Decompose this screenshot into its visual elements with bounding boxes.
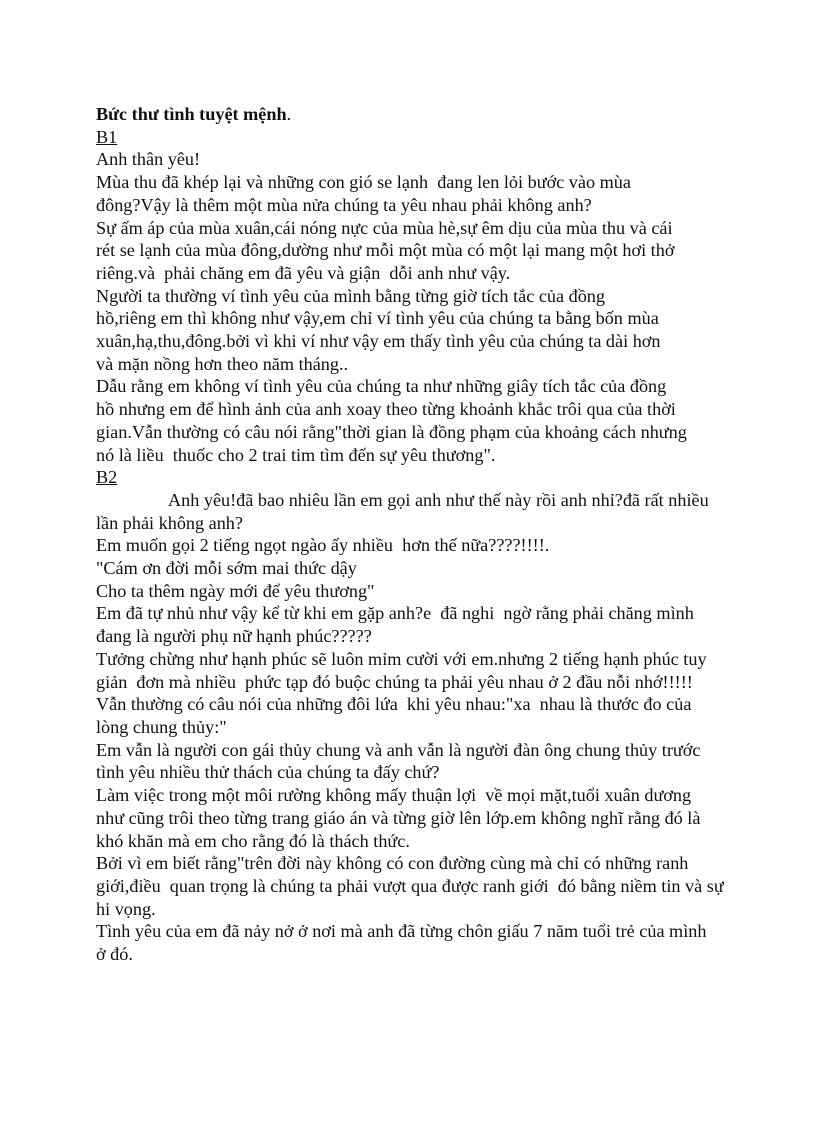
paragraph-line: lòng chung thủy:" — [96, 716, 227, 737]
paragraph-line: khó khăn mà em cho rằng đó là thách thức. — [96, 830, 410, 851]
paragraph-line: Người ta thường ví tình yêu của mình bằng từng giờ tích tắc của đồng — [96, 285, 605, 306]
paragraph-line: Em vẫn là người con gái thủy chung và anh vẫn là người đàn ông chung thủy trước — [96, 739, 701, 760]
paragraph-line: xuân,hạ,thu,đông.bởi vì khi ví như vậy em thấy tình yêu của chúng ta dài hơn — [96, 331, 661, 352]
paragraph-line: như cũng trôi theo từng trang giáo án và từng giờ lên lớp.em không nghĩ rằng đó là — [96, 807, 701, 828]
paragraph-line: hồ,riêng em thì không như vậy,em chỉ ví tình yêu của chúng ta bằng bốn mùa — [96, 308, 659, 329]
paragraph-line: gian.Vẫn thường có câu nói rằng"thời gian là đồng phạm của khoảng cách nhưng — [96, 421, 687, 442]
paragraph-line: Em đã tự nhủ như vậy kể từ khi em gặp anh?e đã nghi ngờ rằng phải chăng mình — [96, 603, 694, 624]
paragraph-line: hồ nhưng em để hình ảnh của anh xoay theo từng khoảnh khắc trôi qua của thời — [96, 399, 676, 420]
paragraph-line: Tưởng chừng như hạnh phúc sẽ luôn mỉm cười với em.nhưng 2 tiếng hạnh phúc tuy — [96, 648, 707, 669]
paragraph-line: Tình yêu của em đã nảy nở ở nơi mà anh đã từng chôn giấu 7 năm tuổi trẻ của mình — [96, 921, 707, 942]
section-b2-body — [96, 489, 816, 966]
paragraph-line: Em muốn gọi 2 tiếng ngọt ngào ấy nhiều hơn thế nữa????!!!!. — [96, 535, 550, 556]
paragraph-line: lần phải không anh? — [96, 512, 243, 533]
paragraph-line: Bởi vì em biết rằng"trên đời này không có con đường cùng mà chỉ có những ranh — [96, 853, 689, 874]
paragraph-line: giới,điều quan trọng là chúng ta phải vượt qua được ranh giới đó bằng niềm tin và sự — [96, 875, 724, 896]
section-b1-body — [96, 148, 816, 466]
paragraph-line: nó là liều thuốc cho 2 trai tim tìm đến sự yêu thương". — [96, 444, 496, 465]
paragraph-line: Cho ta thêm ngày mới để yêu thương" — [96, 580, 375, 601]
paragraph-line: "Cám ơn đời mỗi sớm mai thức dậy — [96, 558, 357, 579]
paragraph-line-indented: Anh yêu!đã bao nhiêu lần em gọi anh như thế này rồi anh nhỉ?đã rất nhiều — [168, 489, 709, 510]
document-title-text: Bức thư tình tuyệt mệnh — [96, 104, 287, 124]
paragraph-line: Mùa thu đã khép lại và những con gió se lạnh đang len lỏi bước vào mùa — [96, 172, 631, 193]
paragraph-line: Sự ấm áp của mùa xuân,cái nóng nực của mùa hè,sự êm dịu của mùa thu và cái — [96, 217, 673, 238]
paragraph-line: Làm việc trong một môi rường không mấy thuận lợi về mọi mặt,tuổi xuân dương — [96, 785, 692, 806]
paragraph-line: và mặn nồng hơn theo năm tháng.. — [96, 353, 349, 374]
document-title — [96, 103, 816, 126]
section-heading-b2: B2 — [96, 467, 118, 488]
paragraph-line: rét se lạnh của mùa đông,dường như mỗi một mùa có một lại mang một hơi thở — [96, 240, 675, 261]
paragraph-line: Dẫu rằng em không ví tình yêu của chúng ta như những giây tích tắc của đồng — [96, 376, 667, 397]
paragraph-line: đông?Vậy là thêm một mùa nửa chúng ta yêu nhau phải không anh? — [96, 194, 592, 215]
paragraph-line: tình yêu nhiều thử thách của chúng ta đấy chứ? — [96, 762, 440, 783]
paragraph-line: giản đơn mà nhiều phức tạp đó buộc chúng ta phải yêu nhau ở 2 đầu nỗi nhớ!!!!! — [96, 671, 693, 692]
document-title-punct: . — [286, 104, 292, 124]
paragraph-line: ở đó. — [96, 944, 133, 965]
paragraph-line: hi vọng. — [96, 898, 156, 919]
section-heading-b1: B1 — [96, 126, 118, 147]
paragraph-line: Vẫn thường có câu nói của những đôi lứa khi yêu nhau:"xa nhau là thước đo của — [96, 694, 692, 715]
paragraph-line: riêng.và phải chăng em đã yêu và giận dỗi anh như vậy. — [96, 262, 511, 283]
paragraph-line: Anh thân yêu! — [96, 149, 201, 170]
paragraph-line: đang là người phụ nữ hạnh phúc????? — [96, 626, 372, 647]
